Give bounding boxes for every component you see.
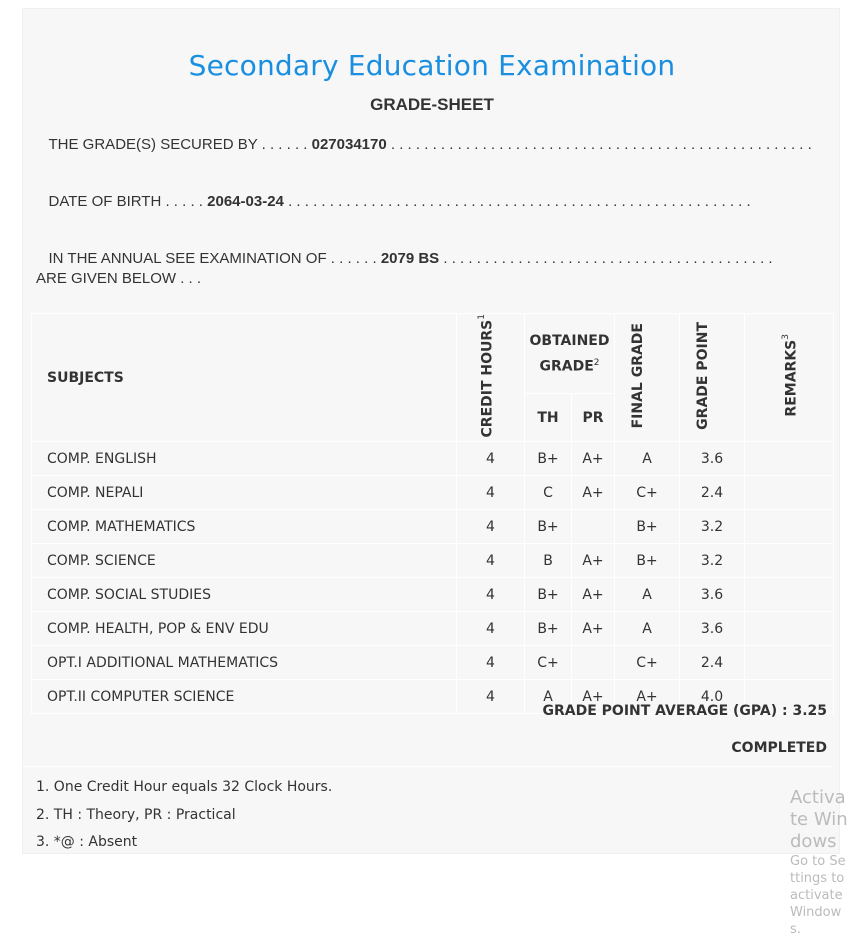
table-row xyxy=(32,510,834,544)
practical-grade-cell xyxy=(572,646,615,680)
practical-grade-cell: A+ xyxy=(572,442,615,476)
remarks-cell xyxy=(745,442,834,476)
gpa: GRADE POINT AVERAGE (GPA) : 3.25 xyxy=(542,703,827,719)
remarks-cell xyxy=(745,646,834,680)
subject-cell: COMP. ENGLISH xyxy=(32,442,457,476)
table-row xyxy=(32,646,834,680)
theory-grade-cell: B+ xyxy=(525,442,572,476)
exam-title: Secondary Education Examination xyxy=(188,49,676,82)
note-1: 1. One Credit Hour equals 32 Clock Hours. xyxy=(36,779,333,795)
credit-cell: 4 xyxy=(457,476,525,510)
grade-point-cell: 3.2 xyxy=(680,544,745,578)
theory-grade-cell: B xyxy=(525,544,572,578)
theory-grade-cell: B+ xyxy=(525,612,572,646)
grade-point-cell: 3.6 xyxy=(680,442,745,476)
dots: . . . . . . . . . . . . . . . . . . . . . . . . . . . . . . . . . . . . . . . . . . . . . . . . . . . xyxy=(390,136,812,153)
practical-grade-cell: A+ xyxy=(572,612,615,646)
date-of-birth: 2064-03-24 xyxy=(207,193,284,210)
dots: . . . . . . . . . . . . . . . . . . . . . . . . . . . . . . . . . . . . . . . . xyxy=(443,250,773,267)
table-row xyxy=(32,442,834,476)
credit-cell: 4 xyxy=(457,544,525,578)
credit-cell: 4 xyxy=(457,578,525,612)
credit-cell: 4 xyxy=(457,510,525,544)
credit-cell: 4 xyxy=(457,646,525,680)
given-below: ARE GIVEN BELOW . . . xyxy=(36,270,202,287)
final-grade-cell: A xyxy=(615,578,680,612)
practical-grade-cell: A+ xyxy=(572,476,615,510)
table-row xyxy=(32,612,834,646)
secured-by-line xyxy=(36,135,831,155)
header-th: TH xyxy=(525,393,572,442)
table-row xyxy=(32,476,834,510)
grade-point-cell: 3.6 xyxy=(680,612,745,646)
subject-cell: COMP. SOCIAL STUDIES xyxy=(32,578,457,612)
remarks-cell xyxy=(745,578,834,612)
grade-point-cell: 3.6 xyxy=(680,578,745,612)
practical-grade-cell xyxy=(572,510,615,544)
header-subjects: SUBJECTS xyxy=(32,314,457,442)
dob-label: DATE OF BIRTH . . . . . xyxy=(48,193,203,210)
dob-line xyxy=(36,192,831,212)
final-grade-cell: C+ xyxy=(615,476,680,510)
header-credit-hours: CREDIT HOURS$^1$ xyxy=(457,314,525,442)
final-grade-cell: B+ xyxy=(615,510,680,544)
exam-label: IN THE ANNUAL SEE EXAMINATION OF . . . . . . xyxy=(48,250,377,267)
final-grade-cell: C+ xyxy=(615,646,680,680)
subject-cell: OPT.I ADDITIONAL MATHEMATICS xyxy=(32,646,457,680)
credit-cell: 4 xyxy=(457,612,525,646)
dots: . . . . . . . . . . . . . . . . . . . . . . . . . . . . . . . . . . . . . . . . . . . . . . . . . . . . . . . . xyxy=(288,193,751,210)
final-grade-cell: A xyxy=(615,442,680,476)
final-grade-cell: A xyxy=(615,612,680,646)
credit-cell: 4 xyxy=(457,680,525,714)
credit-cell: 4 xyxy=(457,442,525,476)
header-remarks: REMARKS$^3$ xyxy=(745,314,834,442)
activation-watermark-title: Activate Windows xyxy=(790,787,848,852)
practical-grade-cell: A+ xyxy=(572,578,615,612)
theory-grade-cell: B+ xyxy=(525,510,572,544)
remarks-cell xyxy=(745,544,834,578)
grade-point-cell: 3.2 xyxy=(680,510,745,544)
theory-grade-cell: A xyxy=(525,680,572,714)
secured-label: THE GRADE(S) SECURED BY . . . . . . xyxy=(48,136,308,153)
theory-grade-cell: B+ xyxy=(525,578,572,612)
table-row xyxy=(32,578,834,612)
grade-point-cell: 2.4 xyxy=(680,476,745,510)
sheet-subtitle: GRADE-SHEET xyxy=(370,95,494,114)
final-grade-cell: B+ xyxy=(615,544,680,578)
practical-grade-cell: A+ xyxy=(572,680,615,714)
activation-watermark xyxy=(790,787,848,938)
practical-grade-cell: A+ xyxy=(572,544,615,578)
exam-year: 2079 BS xyxy=(380,250,440,267)
note-3: 3. *@ : Absent xyxy=(36,834,138,850)
theory-grade-cell: C xyxy=(525,476,572,510)
subject-cell: COMP. HEALTH, POP & ENV EDU xyxy=(32,612,457,646)
symbol-number: 027034170 xyxy=(311,136,387,153)
subject-cell: OPT.II COMPUTER SCIENCE xyxy=(32,680,457,714)
table-row xyxy=(32,544,834,578)
header-obtained-grade: OBTAINED GRADE$^2$ xyxy=(525,314,615,394)
exam-line xyxy=(36,249,831,289)
grades-table xyxy=(31,313,834,714)
grade-point-cell: 2.4 xyxy=(680,646,745,680)
header-final-grade: FINAL GRADE xyxy=(615,314,680,442)
note-2: 2. TH : Theory, PR : Practical xyxy=(36,807,236,823)
activation-watermark-text: Go to Settings to activate Windows. xyxy=(790,854,846,937)
grade-sheet xyxy=(22,8,840,854)
header-pr: PR xyxy=(572,393,615,442)
remarks-cell xyxy=(745,476,834,510)
subject-cell: COMP. NEPALI xyxy=(32,476,457,510)
divider xyxy=(23,766,833,767)
result-status: COMPLETED xyxy=(731,740,827,756)
subject-cell: COMP. MATHEMATICS xyxy=(32,510,457,544)
header-grade-point: GRADE POINT xyxy=(680,314,745,442)
remarks-cell xyxy=(745,510,834,544)
grade-point-cell: 4.0 xyxy=(680,680,745,714)
subject-cell: COMP. SCIENCE xyxy=(32,544,457,578)
final-grade-cell: A+ xyxy=(615,680,680,714)
theory-grade-cell: C+ xyxy=(525,646,572,680)
remarks-cell xyxy=(745,612,834,646)
